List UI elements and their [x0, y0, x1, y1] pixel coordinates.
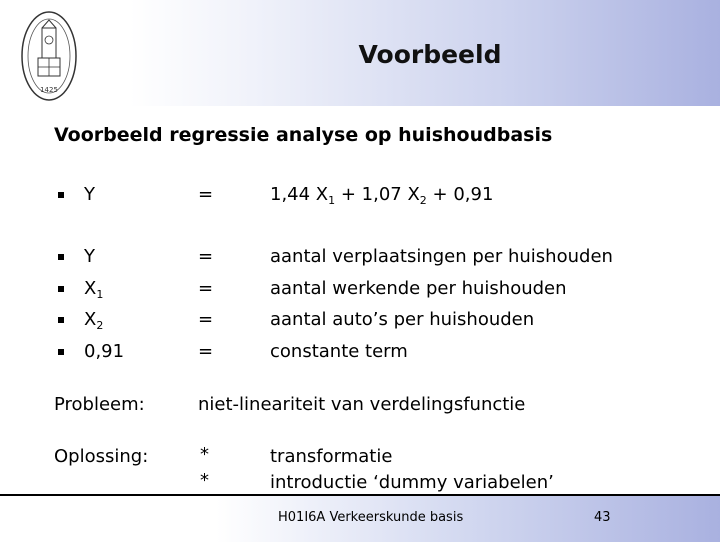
solution-item: introductie ‘dummy variabelen’: [270, 472, 554, 493]
bullet-icon: [58, 317, 64, 323]
definition-symbol: $X_1$: [84, 278, 104, 301]
definition-description: constante term: [270, 341, 408, 362]
seal-year: 1425: [40, 86, 58, 94]
bullet-icon: [58, 286, 64, 292]
slide-title: Voorbeeld: [358, 40, 502, 69]
footer-course: H01I6A Verkeerskunde basis: [278, 510, 464, 525]
definition-symbol: $X_2$: [84, 309, 104, 332]
slide-subtitle: Voorbeeld regressie analyse op huishoudbasis: [54, 124, 553, 146]
equation-equals: =: [198, 184, 214, 205]
definition-description: aantal auto’s per huishouden: [270, 309, 535, 330]
regression-equation: [270, 184, 493, 206]
definition-equals: =: [198, 309, 214, 330]
equation-sub-1: 1: [328, 194, 336, 207]
definition-description: aantal verplaatsingen per huishouden: [270, 246, 613, 267]
equation-lhs: Y: [84, 184, 95, 205]
definition-description: aantal werkende per huishouden: [270, 278, 567, 299]
problem-label: Probleem:: [54, 394, 145, 415]
bullet-icon: [58, 254, 64, 260]
definition-equals: =: [198, 246, 214, 267]
university-seal-logo: [20, 10, 78, 102]
equation-term-3: + 0,91: [426, 184, 494, 205]
equation-sub-2: 2: [419, 194, 427, 207]
problem-text: niet-lineariteit van verdelingsfunctie: [198, 394, 526, 415]
solution-item: transformatie: [270, 446, 393, 467]
bullet-icon: [58, 192, 64, 198]
definition-equals: =: [198, 341, 214, 362]
solution-mark: *: [200, 444, 209, 465]
page-number: 43: [594, 510, 611, 525]
bullet-icon: [58, 349, 64, 355]
equation-term-2: + 1,07 X: [335, 184, 420, 205]
definition-symbol: 0,91: [84, 341, 125, 362]
solution-mark: *: [200, 470, 209, 491]
definition-equals: =: [198, 278, 214, 299]
definition-symbol: Y: [84, 246, 95, 267]
solution-label: Oplossing:: [54, 446, 149, 467]
equation-term-1: 1,44 X: [270, 184, 329, 205]
